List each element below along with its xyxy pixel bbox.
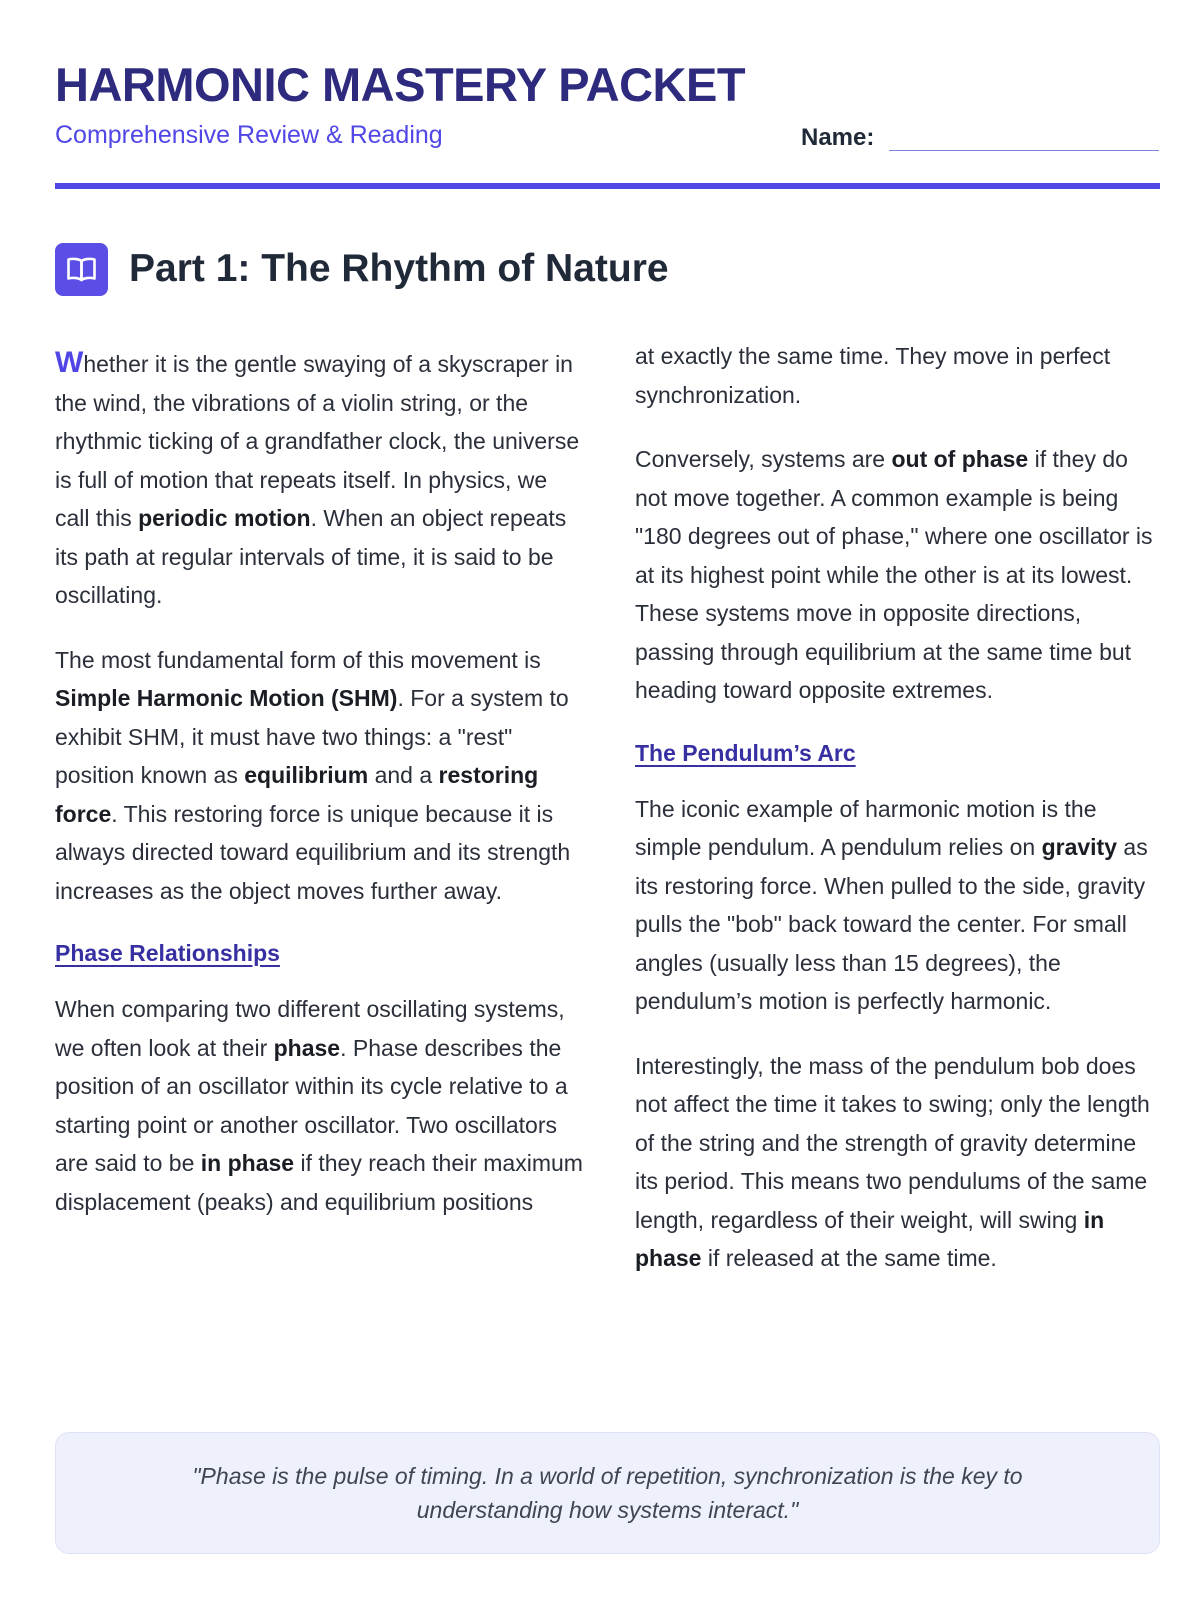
right-column — [635, 337, 1160, 1304]
paragraph-out-of-phase — [635, 440, 1160, 710]
text-run: . When an object repeats its path at regular intervals of time, it is said to be oscillating. — [55, 505, 567, 608]
subheading-phase-relationships: Phase Relationships — [55, 940, 280, 966]
bold-term: restoring force — [55, 762, 539, 827]
packet-subtitle: Comprehensive Review & Reading — [55, 121, 443, 149]
header — [55, 58, 1160, 151]
packet-title: HARMONIC MASTERY PACKET — [55, 58, 746, 111]
paragraph-pendulum-mass — [635, 1047, 1160, 1278]
paragraph-periodic-motion — [55, 344, 585, 615]
text-run: and a — [368, 762, 439, 788]
text-run: Conversely, systems are — [635, 446, 892, 472]
paragraph-shm — [55, 641, 585, 911]
text-run: . Phase describes the position of an oscillator within its cycle relative to a starting point or another oscillator. Two oscillators are said to be — [55, 1034, 568, 1176]
quote-box — [55, 1432, 1160, 1554]
bold-term: out of phase — [891, 446, 1029, 472]
bold-term: phase — [273, 1034, 341, 1061]
text-run: hether it is the gentle swaying of a skyscraper in the wind, the vibrations of a violin string, or the rhythmic ticking of a grandfather clock, the universe is full of motion that repeats itself. In physics, we call this — [55, 351, 580, 531]
paragraph-phase-continued: at exactly the same time. They move in perfect synchronization. — [635, 343, 1111, 408]
text-run: . For a system to exhibit SHM, it must have two things: a "rest" position known as — [55, 685, 569, 788]
text-run: The most fundamental form of this movement is — [55, 646, 541, 673]
section-title: Part 1: The Rhythm of Nature — [129, 247, 669, 290]
bold-term: in phase — [635, 1206, 1105, 1271]
text-run: . This restoring force is unique because it is always directed toward equilibrium and its strength increases as the object moves further away. — [55, 800, 571, 904]
text-run: as its restoring force. When pulled to the side, gravity pulls the "bob" back toward the center. For small angles (usually less than 15 degrees), the pendulum’s motion is perfectly harmonic. — [635, 834, 1148, 1014]
paragraph-phase — [55, 990, 585, 1221]
name-label: Name: — [801, 124, 875, 151]
drop-cap: W — [55, 346, 84, 379]
text-run: if released at the same time. — [701, 1245, 997, 1271]
text-run: Interestingly, the mass of the pendulum bob does not affect the time it takes to swing; only the length of the string and the strength of gravity determine its period. This means two pendulums of the same length, regardless of their weight, will swing — [635, 1052, 1150, 1233]
paragraph-pendulum — [635, 790, 1160, 1021]
bold-term: in phase — [200, 1150, 295, 1176]
text-run: When comparing two different oscillating systems, we often look at their — [55, 996, 565, 1061]
quote-text: "Phase is the pulse of timing. In a world of repetition, synchronization is the key to understanding how systems interact." — [192, 1463, 1023, 1523]
bold-term: periodic motion — [138, 505, 311, 531]
bold-term: Simple Harmonic Motion (SHM) — [55, 685, 398, 711]
bold-term: equilibrium — [244, 762, 369, 788]
name-field — [801, 124, 1160, 154]
text-run: The iconic example of harmonic motion is the simple pendulum. A pendulum relies on — [635, 795, 1097, 860]
left-column — [55, 344, 585, 1247]
bold-term: gravity — [1041, 834, 1118, 860]
open-book-icon — [55, 243, 108, 296]
text-run: if they do not move together. A common example is being "180 degrees out of phase," where one oscillator is at its highest point while the other is at its lowest. These systems move in opposite directions, passing through equilibrium at the same time but heading toward opposite extremes. — [635, 446, 1153, 703]
name-blank-line[interactable] — [889, 124, 1159, 151]
header-divider — [55, 183, 1160, 189]
text-run: if they reach their maximum displacement (peaks) and equilibrium positions — [55, 1150, 583, 1215]
subheading-pendulum-arc: The Pendulum’s Arc — [635, 739, 856, 766]
